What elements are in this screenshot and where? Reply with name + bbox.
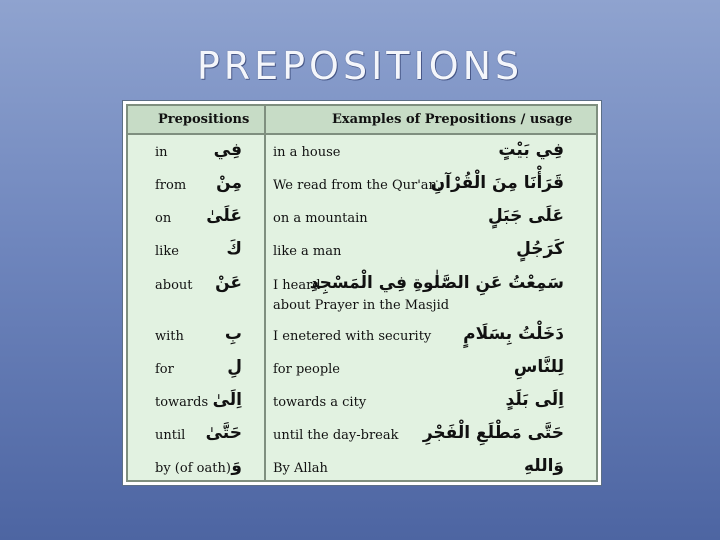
example-arabic: فِي بَيْتٍ: [498, 140, 564, 160]
preposition-arabic: اِلَىٰ: [212, 390, 242, 410]
example-arabic: عَلَى جَبَلٍ: [487, 206, 564, 226]
example-english: By Allah: [273, 461, 328, 476]
preposition-english: in: [155, 145, 168, 160]
example-english: We read from the Qur'an.: [273, 178, 442, 193]
preposition-arabic: عَلَىٰ: [206, 206, 242, 226]
example-arabic: قَرَأْنَا مِنَ الْقُرْآنِ: [430, 173, 564, 193]
example-english: until the day-break: [273, 428, 399, 443]
example-english: in a house: [273, 145, 341, 160]
preposition-arabic: عَنْ: [215, 273, 242, 293]
example-english: on a mountain: [273, 211, 368, 226]
preposition-arabic: لِ: [227, 357, 242, 377]
example-arabic: دَخَلْتُ بِسَلَامٍ: [463, 324, 564, 344]
preposition-arabic: فِي: [213, 140, 242, 160]
preposition-arabic: حَتَّىٰ: [205, 423, 242, 443]
preposition-english: about: [155, 278, 193, 293]
preposition-arabic: كَ: [226, 239, 242, 259]
preposition-arabic: مِنْ: [216, 173, 242, 193]
example-arabic: وَاللهِ: [523, 456, 564, 476]
example-arabic: حَتَّى مَطْلَعِ الْفَجْرِ: [422, 423, 564, 443]
table-body: [126, 104, 598, 482]
example-english-line2: about Prayer in the Masjid: [273, 298, 450, 313]
preposition-english: with: [155, 329, 184, 344]
slide-title: PREPOSITIONS: [196, 44, 524, 88]
preposition-arabic: وَ: [231, 456, 242, 476]
example-arabic: سَمِعْتُ عَنِ الصَّلٰوةِ فِي الْمَسْجِدِ: [309, 273, 564, 293]
preposition-english: towards: [155, 395, 209, 410]
preposition-english: like: [155, 244, 179, 259]
column-divider: [264, 106, 266, 480]
example-english: like a man: [273, 244, 342, 259]
preposition-english: until: [155, 428, 186, 443]
preposition-english: from: [155, 178, 187, 193]
example-english: I enetered with security: [273, 329, 432, 344]
example-arabic: اِلَى بَلَدٍ: [505, 390, 564, 410]
preposition-english: on: [155, 211, 172, 226]
prepositions-table: [122, 100, 602, 486]
preposition-arabic: بِ: [224, 324, 242, 344]
example-arabic: كَرَجُلٍ: [516, 239, 564, 259]
example-english: for people: [273, 362, 340, 377]
preposition-english: for: [155, 362, 174, 377]
example-english: towards a city: [273, 395, 367, 410]
header-prepositions: Prepositions: [158, 112, 250, 127]
preposition-english: by (of oath): [155, 461, 231, 476]
table-header: [128, 106, 596, 135]
header-examples: Examples of Prepositions / usage: [332, 112, 573, 127]
example-arabic: لِلنَّاسِ: [513, 357, 564, 377]
example-english: I heard: [273, 278, 321, 293]
